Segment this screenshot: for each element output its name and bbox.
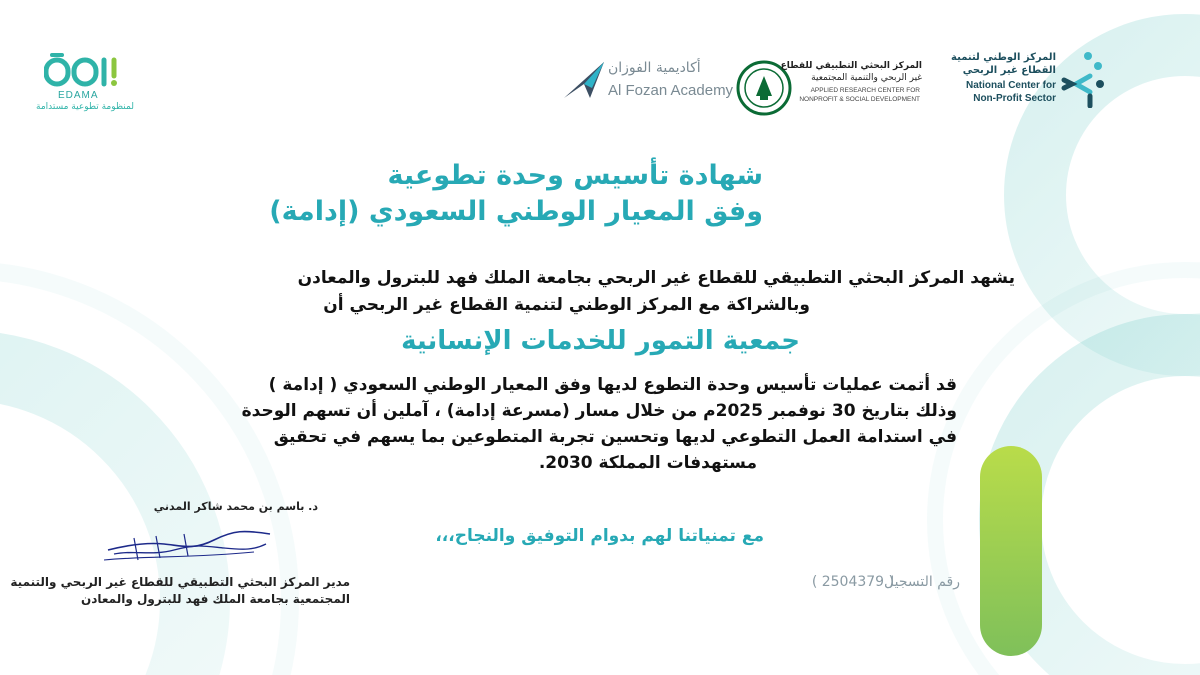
- signer-title-line2: المجتمعية بجامعة الملك فهد للبترول والمعادن: [80, 592, 350, 606]
- intro-line2: وبالشراكة مع المركز الوطني لتنمية القطاع غير الربحي أن: [323, 295, 810, 315]
- edama-logo: [18, 52, 138, 122]
- handwritten-signature: [104, 520, 274, 564]
- intro-line1: يشهد المركز البحثي التطبيقي للقطاع غير الربحي بجامعة الملك فهد للبترول والمعادن: [297, 268, 1015, 288]
- signer-name: د. باسم بن محمد شاكر المدني: [153, 500, 318, 513]
- wishes-text: مع تمنياتنا لهم بدوام التوفيق والنجاح،،،: [435, 526, 764, 546]
- edama-logo-text-en: EDAMA: [58, 90, 99, 101]
- kfupm-name-en-line2: NONPROFIT & SOCIAL DEVELOPMENT: [799, 96, 920, 103]
- kfupm-name-ar-line1: المركز البحثي التطبيقي للقطاع: [780, 61, 922, 71]
- fozan-name-ar: أكاديمية الفوزان: [608, 60, 701, 76]
- kfupm-research-center-logo: [736, 60, 926, 116]
- ncnp-name-ar-line2: القطاع غير الربحي: [962, 65, 1056, 76]
- fozan-academy-logo: [562, 56, 734, 106]
- ncnp-logo: [926, 52, 1056, 108]
- ncnp-name-en-line2: Non-Profit Sector: [973, 93, 1056, 104]
- fozan-name-en: Al Fozan Academy: [608, 82, 734, 99]
- ncnp-mark-icon: [1060, 52, 1106, 108]
- body-line4: مستهدفات المملكة 2030.: [538, 453, 757, 473]
- kfupm-name-ar-line2: غير الربحي والتنمية المجتمعية: [811, 73, 922, 83]
- ncnp-name-en-line1: National Center for: [965, 80, 1056, 91]
- body-line3: في استدامة العمل التطوعي لديها وتحسين تجربة المتطوعين بما يسهم في تحقيق: [273, 427, 957, 447]
- registration-value: ( 2504379 ): [811, 574, 894, 590]
- body-line2: وذلك بتاريخ 30 نوفمبر 2025م من خلال مسار (مسرعة إدامة) ، آملين أن تسهم الوحدة: [241, 401, 957, 421]
- registration-number: [800, 574, 960, 594]
- body-line1: قد أتمت عمليات تأسيس وحدة التطوع لديها وفق المعيار الوطني السعودي ( إدامة ): [268, 375, 957, 395]
- ncnp-name-ar-line1: المركز الوطني لتنمية: [951, 52, 1056, 63]
- edama-logo-text-ar: لمنظومة تطوعية مستدامة: [36, 102, 134, 112]
- organization-name: جمعية التمور للخدمات الإنسانية: [401, 326, 800, 356]
- signer-title-line1: مدير المركز البحثي التطبيقي للقطاع غير الربحي والتنمية: [10, 575, 350, 589]
- fozan-wing-icon: [562, 58, 608, 102]
- certificate-title-line1: شهادة تأسيس وحدة تطوعية: [387, 160, 763, 191]
- certificate-title-line2: وفق المعيار الوطني السعودي (إدامة): [269, 196, 763, 227]
- kfupm-name-en-line1: APPLIED RESEARCH CENTER FOR: [810, 87, 920, 94]
- edama-logo-icon: [44, 52, 130, 88]
- registration-label: رقم التسجيل: [884, 574, 960, 590]
